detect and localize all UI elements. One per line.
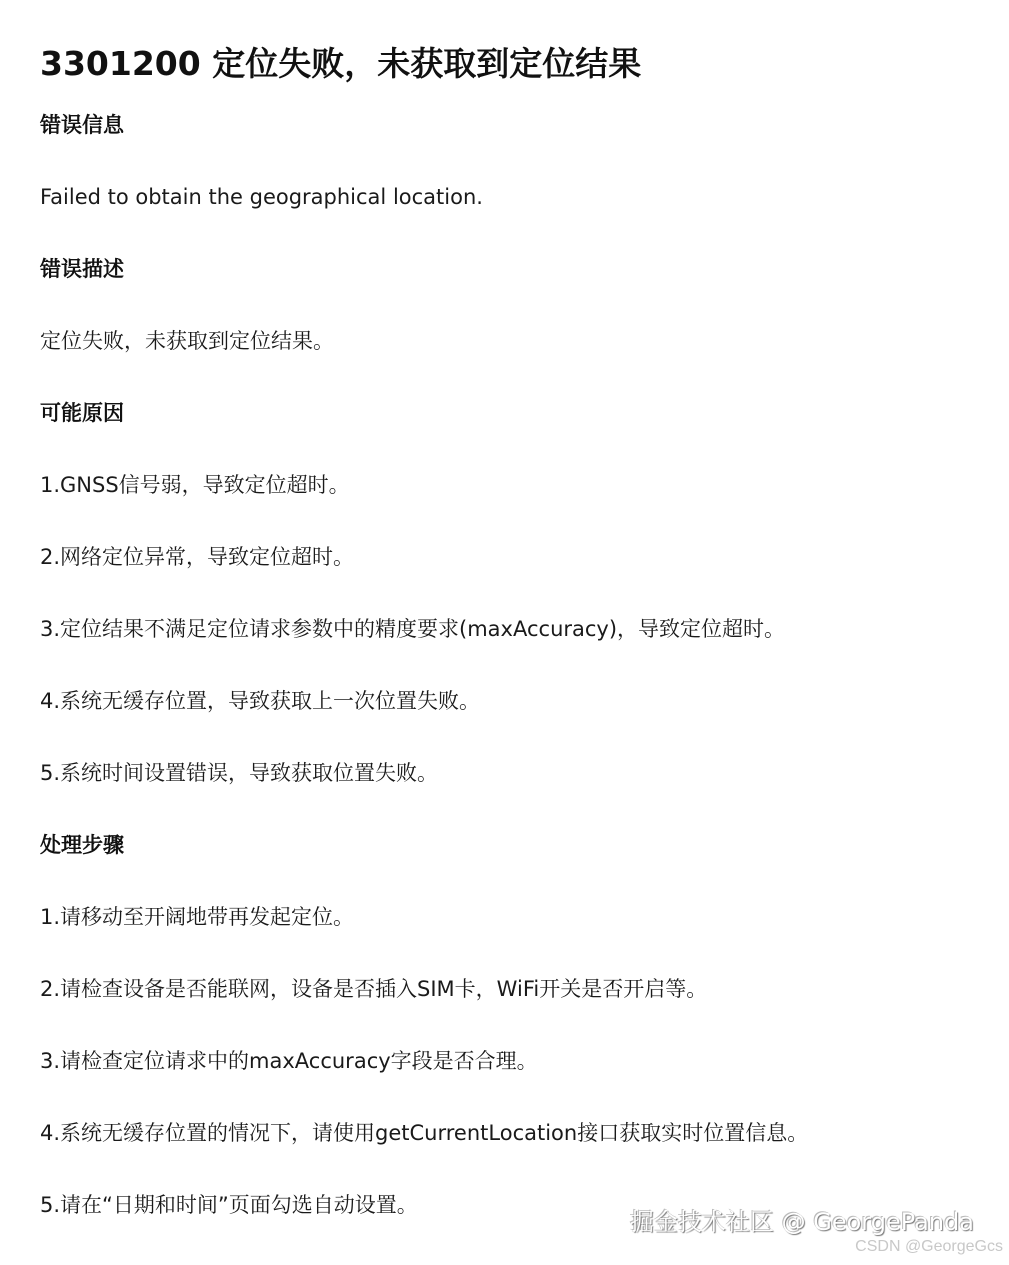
step-item: 5.请在“日期和时间”页面勾选自动设置。: [40, 1193, 418, 1217]
watermark-juejin: 掘金技术社区 @ GeorgePanda: [630, 1208, 975, 1236]
step-item: 4.系统无缓存位置的情况下，请使用getCurrentLocation接口获取实时位置信息。: [40, 1121, 809, 1145]
page-title: 3301200 定位失败，未获取到定位结果: [40, 44, 642, 83]
cause-item: 5.系统时间设置错误，导致获取位置失败。: [40, 761, 439, 785]
step-item: 1.请移动至开阔地带再发起定位。: [40, 905, 355, 929]
section-heading-solution-steps: 处理步骤: [40, 833, 124, 857]
step-item: 3.请检查定位请求中的maxAccuracy字段是否合理。: [40, 1049, 538, 1073]
section-heading-error-info: 错误信息: [40, 113, 124, 137]
watermark-csdn: CSDN @GeorgeGcs: [855, 1238, 1003, 1255]
cause-item: 1.GNSS信号弱，导致定位超时。: [40, 473, 350, 497]
step-item: 2.请检查设备是否能联网，设备是否插入SIM卡，WiFi开关是否开启等。: [40, 977, 708, 1001]
section-heading-possible-causes: 可能原因: [40, 401, 124, 425]
error-info-text: Failed to obtain the geographical location.: [40, 185, 483, 209]
cause-item: 3.定位结果不满足定位请求参数中的精度要求(maxAccuracy)，导致定位超时。: [40, 617, 786, 641]
error-description-text: 定位失败，未获取到定位结果。: [40, 329, 334, 353]
cause-item: 2.网络定位异常，导致定位超时。: [40, 545, 355, 569]
section-heading-error-description: 错误描述: [40, 257, 124, 281]
document: [40, 39, 989, 1241]
cause-item: 4.系统无缓存位置，导致获取上一次位置失败。: [40, 689, 481, 713]
